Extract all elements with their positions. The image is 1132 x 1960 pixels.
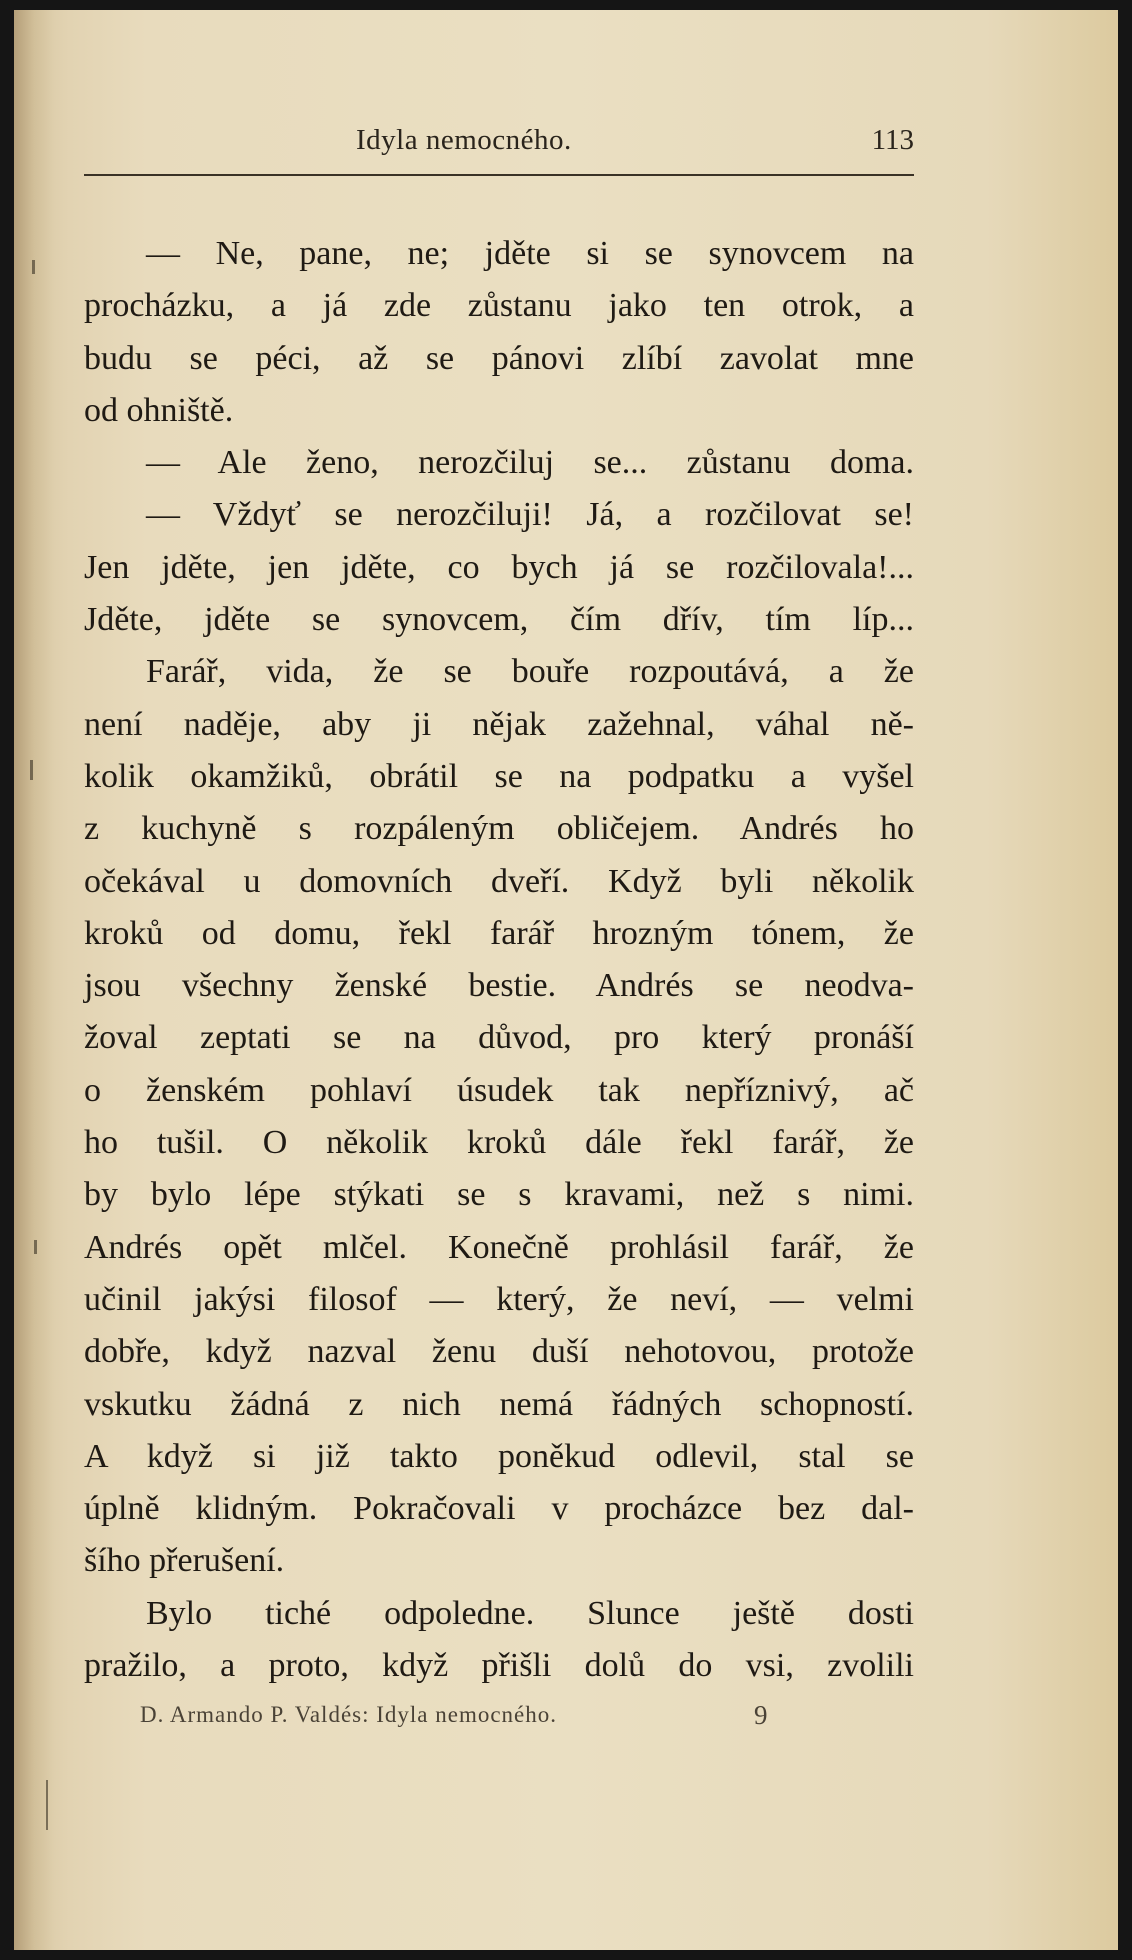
text-line: — Vždyť se nerozčiluji! Já, a rozčilovat se! bbox=[146, 496, 914, 534]
text-line: pražilo, a proto, když přišli dolů do vsi, zvolili bbox=[84, 1647, 914, 1685]
body-text bbox=[84, 228, 914, 1692]
print-speck bbox=[32, 260, 35, 274]
print-speck bbox=[30, 760, 33, 780]
text-line: budu se péci, až se pánovi zlíbí zavolat mne bbox=[84, 339, 914, 377]
text-line: Bylo tiché odpoledne. Slunce ještě dosti bbox=[146, 1594, 914, 1632]
text-line: ho tušil. O několik kroků dále řekl farář, že bbox=[84, 1124, 914, 1162]
text-line: vskutku žádná z nich nemá řádných schopností. bbox=[84, 1385, 914, 1423]
text-line: žoval zeptati se na důvod, pro který pronáší bbox=[84, 1019, 914, 1057]
print-speck bbox=[46, 1780, 48, 1830]
running-title: Idyla nemocného. bbox=[356, 124, 572, 156]
text-line: Jen jděte, jen jděte, co bych já se rozčilovala!... bbox=[84, 548, 914, 586]
text-line: Jděte, jděte se synovcem, čím dřív, tím líp... bbox=[84, 601, 914, 639]
text-line: kroků od domu, řekl farář hrozným tónem, že bbox=[84, 914, 914, 952]
text-line: úplně klidným. Pokračovali v procházce bez dal- bbox=[84, 1490, 914, 1528]
text-line: dobře, když nazval ženu duší nehotovou, protože bbox=[84, 1333, 914, 1371]
text-line: z kuchyně s rozpáleným obličejem. Andrés ho bbox=[84, 810, 914, 848]
text-line: Andrés opět mlčel. Konečně prohlásil farář, že bbox=[84, 1228, 914, 1266]
running-header bbox=[84, 124, 914, 176]
text-line: — Ne, pane, ne; jděte si se synovcem na bbox=[146, 235, 914, 272]
text-line: by bylo lépe stýkati se s kravami, než s nimi. bbox=[84, 1176, 914, 1214]
text-line: šího přerušení. bbox=[84, 1542, 285, 1580]
text-line: kolik okamžiků, obrátil se na podpatku a vyšel bbox=[84, 757, 914, 795]
text-line: A když si již takto poněkud odlevil, stal se bbox=[84, 1437, 914, 1475]
header-rule bbox=[84, 174, 914, 176]
text-line: učinil jakýsi filosof — který, že neví, — velmi bbox=[84, 1280, 914, 1318]
text-line: — Ale ženo, nerozčiluj se... zůstanu doma. bbox=[146, 444, 914, 482]
page-number: 113 bbox=[871, 124, 914, 156]
text-line: očekával u domovních dveří. Když byli několik bbox=[84, 862, 914, 900]
text-line: o ženském pohlaví úsudek tak nepříznivý, ač bbox=[84, 1071, 914, 1109]
text-line: jsou všechny ženské bestie. Andrés se neodva- bbox=[84, 967, 914, 1005]
page-gutter-shadow bbox=[14, 10, 54, 1950]
text-line: od ohniště. bbox=[84, 391, 234, 429]
sheet-number: 9 bbox=[754, 1700, 769, 1730]
text-line: Farář, vida, že se bouře rozpoutává, a že bbox=[146, 653, 914, 691]
text-line: není naděje, aby ji nějak zažehnal, váhal ně- bbox=[84, 705, 914, 743]
text-line: procházku, a já zde zůstanu jako ten otrok, a bbox=[84, 287, 914, 325]
printer-signature: D. Armando P. Valdés: Idyla nemocného. bbox=[140, 1702, 558, 1727]
print-speck bbox=[34, 1240, 37, 1254]
